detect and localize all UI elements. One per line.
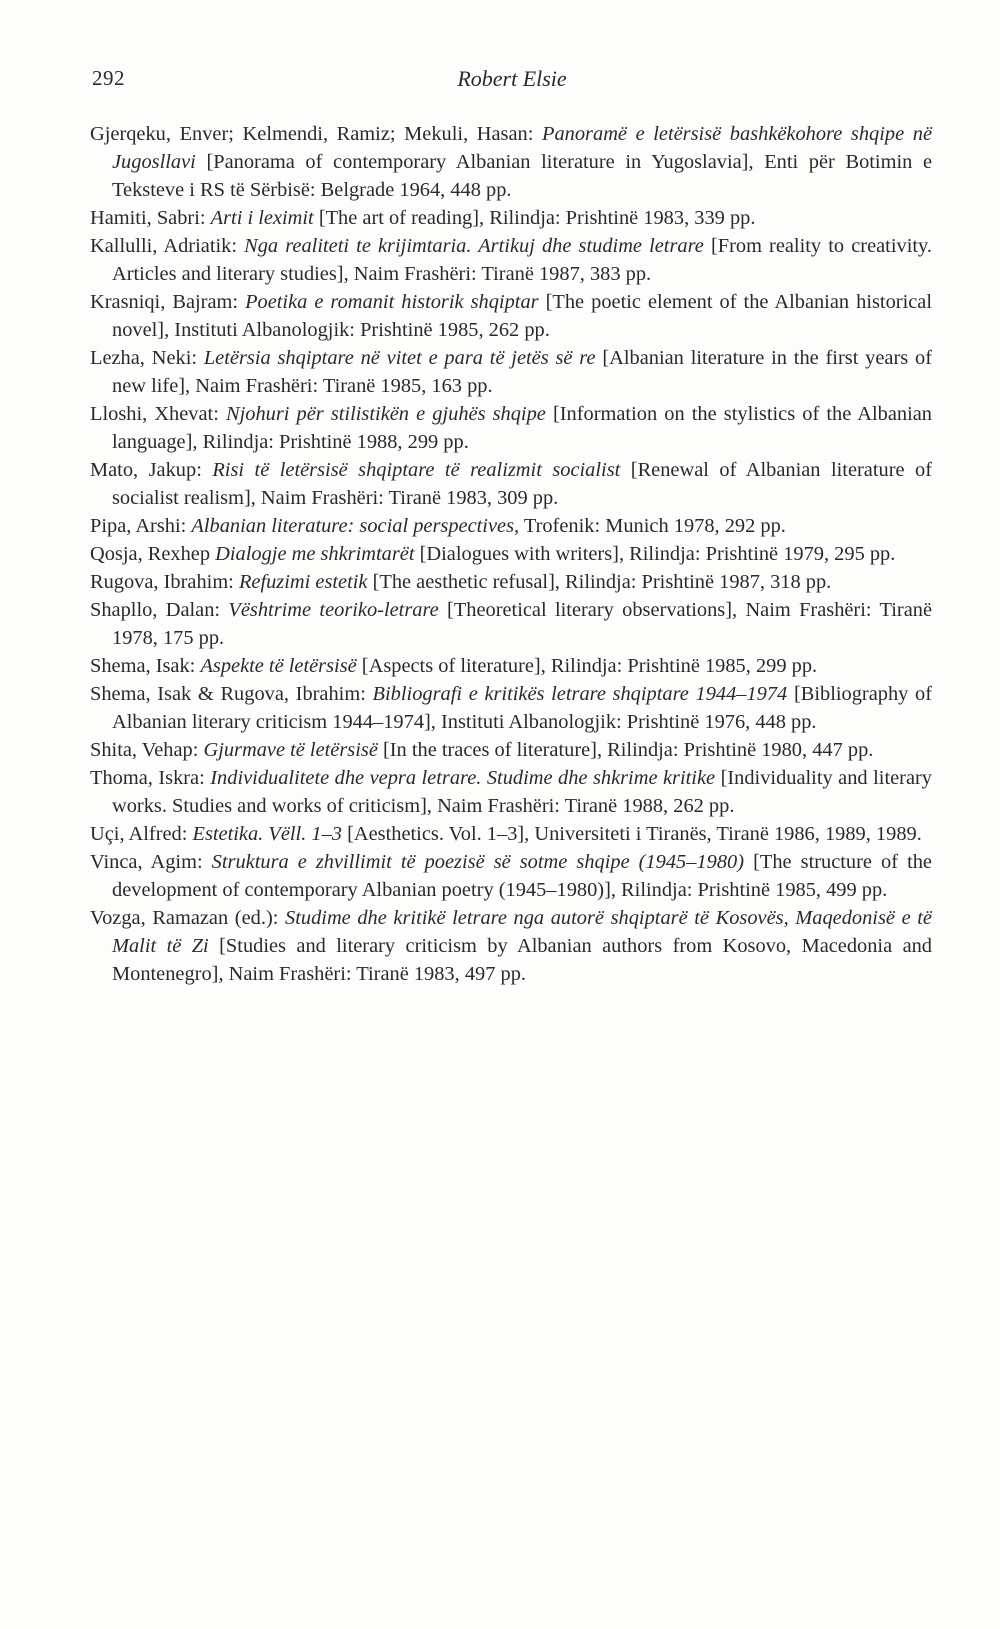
- entry-author: Lloshi, Xhevat:: [90, 403, 226, 425]
- entry-publication-details: [Dialogues with writers], Rilindja: Prishtinë 1979, 295 pp.: [414, 543, 896, 565]
- entry-title: Gjurmave të letërsisë: [203, 739, 378, 761]
- bibliography-entry: [90, 736, 932, 764]
- entry-title: Poetika e romanit historik shqiptar: [245, 291, 539, 313]
- bibliography-entry: [90, 400, 932, 456]
- entry-publication-details: [The poetic element of the Albanian historical novel], Instituti Albanologjik: Prishtinë 1985, 262 pp.: [112, 291, 932, 341]
- bibliography-entry: [90, 820, 932, 848]
- entry-author: Lezha, Neki:: [90, 347, 204, 369]
- entry-publication-details: [Aspects of literature], Rilindja: Prishtinë 1985, 299 pp.: [356, 655, 818, 677]
- entry-author: Thoma, Iskra:: [90, 767, 211, 789]
- entry-title: Panoramë e letërsisë bashkëkohore shqipe në Jugosllavi: [112, 123, 932, 173]
- entry-author: Shapllo, Dalan:: [90, 599, 229, 621]
- bibliography-entry: [90, 904, 932, 988]
- entry-title: Bibliografi e kritikës letrare shqiptare 1944–1974: [372, 683, 788, 705]
- page-number: 292: [92, 66, 125, 90]
- entry-publication-details: [The aesthetic refusal], Rilindja: Prishtinë 1987, 318 pp.: [367, 571, 832, 593]
- entry-author: Vozga, Ramazan (ed.):: [90, 907, 286, 929]
- bibliography-entry: [90, 232, 932, 288]
- entry-title: Estetika. Vëll. 1–3: [192, 823, 342, 845]
- entry-author: Uçi, Alfred:: [90, 823, 193, 845]
- bibliography-entry: [90, 568, 932, 596]
- entry-title: Njohuri për stilistikën e gjuhës shqipe: [225, 403, 546, 425]
- entry-author: Rugova, Ibrahim:: [90, 571, 239, 593]
- bibliography-list: [90, 120, 932, 988]
- entry-publication-details: [The structure of the development of contemporary Albanian poetry (1945–1980)], Rilindja: Prishtinë 1985, 499 pp.: [112, 851, 932, 901]
- bibliography-entry: [90, 764, 932, 820]
- entry-publication-details: [Renewal of Albanian literature of socialist realism], Naim Frashëri: Tiranë 1983, 309 pp.: [112, 459, 933, 509]
- bibliography-entry: [90, 848, 932, 904]
- bibliography-entry: [90, 540, 932, 568]
- entry-publication-details: [In the traces of literature], Rilindja: Prishtinë 1980, 447 pp.: [377, 739, 874, 761]
- entry-publication-details: [From reality to creativity. Articles and literary studies], Naim Frashëri: Tiranë 1987, 383 pp.: [112, 235, 932, 285]
- entry-title: Studime dhe kritikë letrare nga autorë shqiptarë të Kosovës, Maqedonisë e të Malit të Zi: [112, 907, 932, 957]
- entry-title: Refuzimi estetik: [238, 571, 368, 593]
- bibliography-entry: [90, 456, 932, 512]
- bibliography-entry: [90, 596, 932, 652]
- entry-author: Qosja, Rexhep: [90, 543, 216, 565]
- entry-title: Vështrime teoriko-letrare: [228, 599, 439, 621]
- entry-title: Aspekte të letërsisë: [200, 655, 357, 677]
- bibliography-entry: [90, 204, 932, 232]
- entry-author: Vinca, Agim:: [90, 851, 212, 873]
- entry-author: Shema, Isak:: [90, 655, 201, 677]
- entry-title: Individualitete dhe vepra letrare. Studime dhe shkrime kritike: [210, 767, 716, 789]
- bibliography-entry: [90, 652, 932, 680]
- entry-title: Nga realiteti te krijimtaria. Artikuj dhe studime letrare: [244, 235, 704, 257]
- entry-publication-details: [The art of reading], Rilindja: Prishtinë 1983, 339 pp.: [313, 207, 756, 229]
- entry-author: Shema, Isak & Rugova, Ibrahim:: [90, 683, 373, 705]
- entry-title: Dialogje me shkrimtarët: [215, 543, 415, 565]
- entry-title: Struktura e zhvillimit të poezisë së sotme shqipe (1945–1980): [211, 851, 745, 873]
- entry-title: Albanian literature: social perspectives,: [191, 515, 520, 537]
- entry-publication-details: [Information on the stylistics of the Albanian language], Rilindja: Prishtinë 1988, 299 pp.: [112, 403, 933, 453]
- entry-publication-details: [Individuality and literary works. Studies and works of criticism], Naim Frashëri: Tiranë 1988, 262 pp.: [112, 767, 932, 817]
- page-header: [92, 66, 932, 96]
- bibliography-entry: [90, 512, 932, 540]
- entry-publication-details: [Panorama of contemporary Albanian literature in Yugoslavia], Enti për Botimin e Teksteve i RS të Sërbisë: Belgrade 1964, 448 pp.: [112, 151, 932, 201]
- entry-author: Hamiti, Sabri:: [90, 207, 211, 229]
- entry-author: Mato, Jakup:: [90, 459, 213, 481]
- entry-title: Arti i leximit: [210, 207, 314, 229]
- entry-author: Kallulli, Adriatik:: [90, 235, 245, 257]
- entry-publication-details: [Albanian literature in the first years of new life], Naim Frashëri: Tiranë 1985, 163 pp.: [112, 347, 932, 397]
- entry-publication-details: [Theoretical literary observations], Naim Frashëri: Tiranë 1978, 175 pp.: [112, 599, 932, 649]
- entry-publication-details: Trofenik: Munich 1978, 292 pp.: [519, 515, 786, 537]
- bibliography-entry: [90, 680, 932, 736]
- bibliography-entry: [90, 288, 932, 344]
- entry-author: Pipa, Arshi:: [90, 515, 192, 537]
- entry-publication-details: [Studies and literary criticism by Albanian authors from Kosovo, Macedonia and Montenegro], Naim Frashëri: Tiranë 1983, 497 pp.: [112, 935, 933, 985]
- entry-author: Shita, Vehap:: [90, 739, 204, 761]
- running-head: Robert Elsie: [457, 66, 567, 91]
- entry-author: Krasniqi, Bajram:: [90, 291, 246, 313]
- entry-title: Risi të letërsisë shqiptare të realizmit socialist: [212, 459, 621, 481]
- entry-author: Gjerqeku, Enver; Kelmendi, Ramiz; Mekuli, Hasan:: [90, 123, 543, 145]
- bibliography-entry: [90, 344, 932, 400]
- bibliography-entry: [90, 120, 932, 204]
- entry-title: Letërsia shqiptare në vitet e para të jetës së re: [203, 347, 596, 369]
- entry-publication-details: [Aesthetics. Vol. 1–3], Universiteti i Tiranës, Tiranë 1986, 1989, 1989.: [342, 823, 922, 845]
- entry-publication-details: [Bibliography of Albanian literary criticism 1944–1974], Instituti Albanologjik: Prishtinë 1976, 448 pp.: [112, 683, 932, 733]
